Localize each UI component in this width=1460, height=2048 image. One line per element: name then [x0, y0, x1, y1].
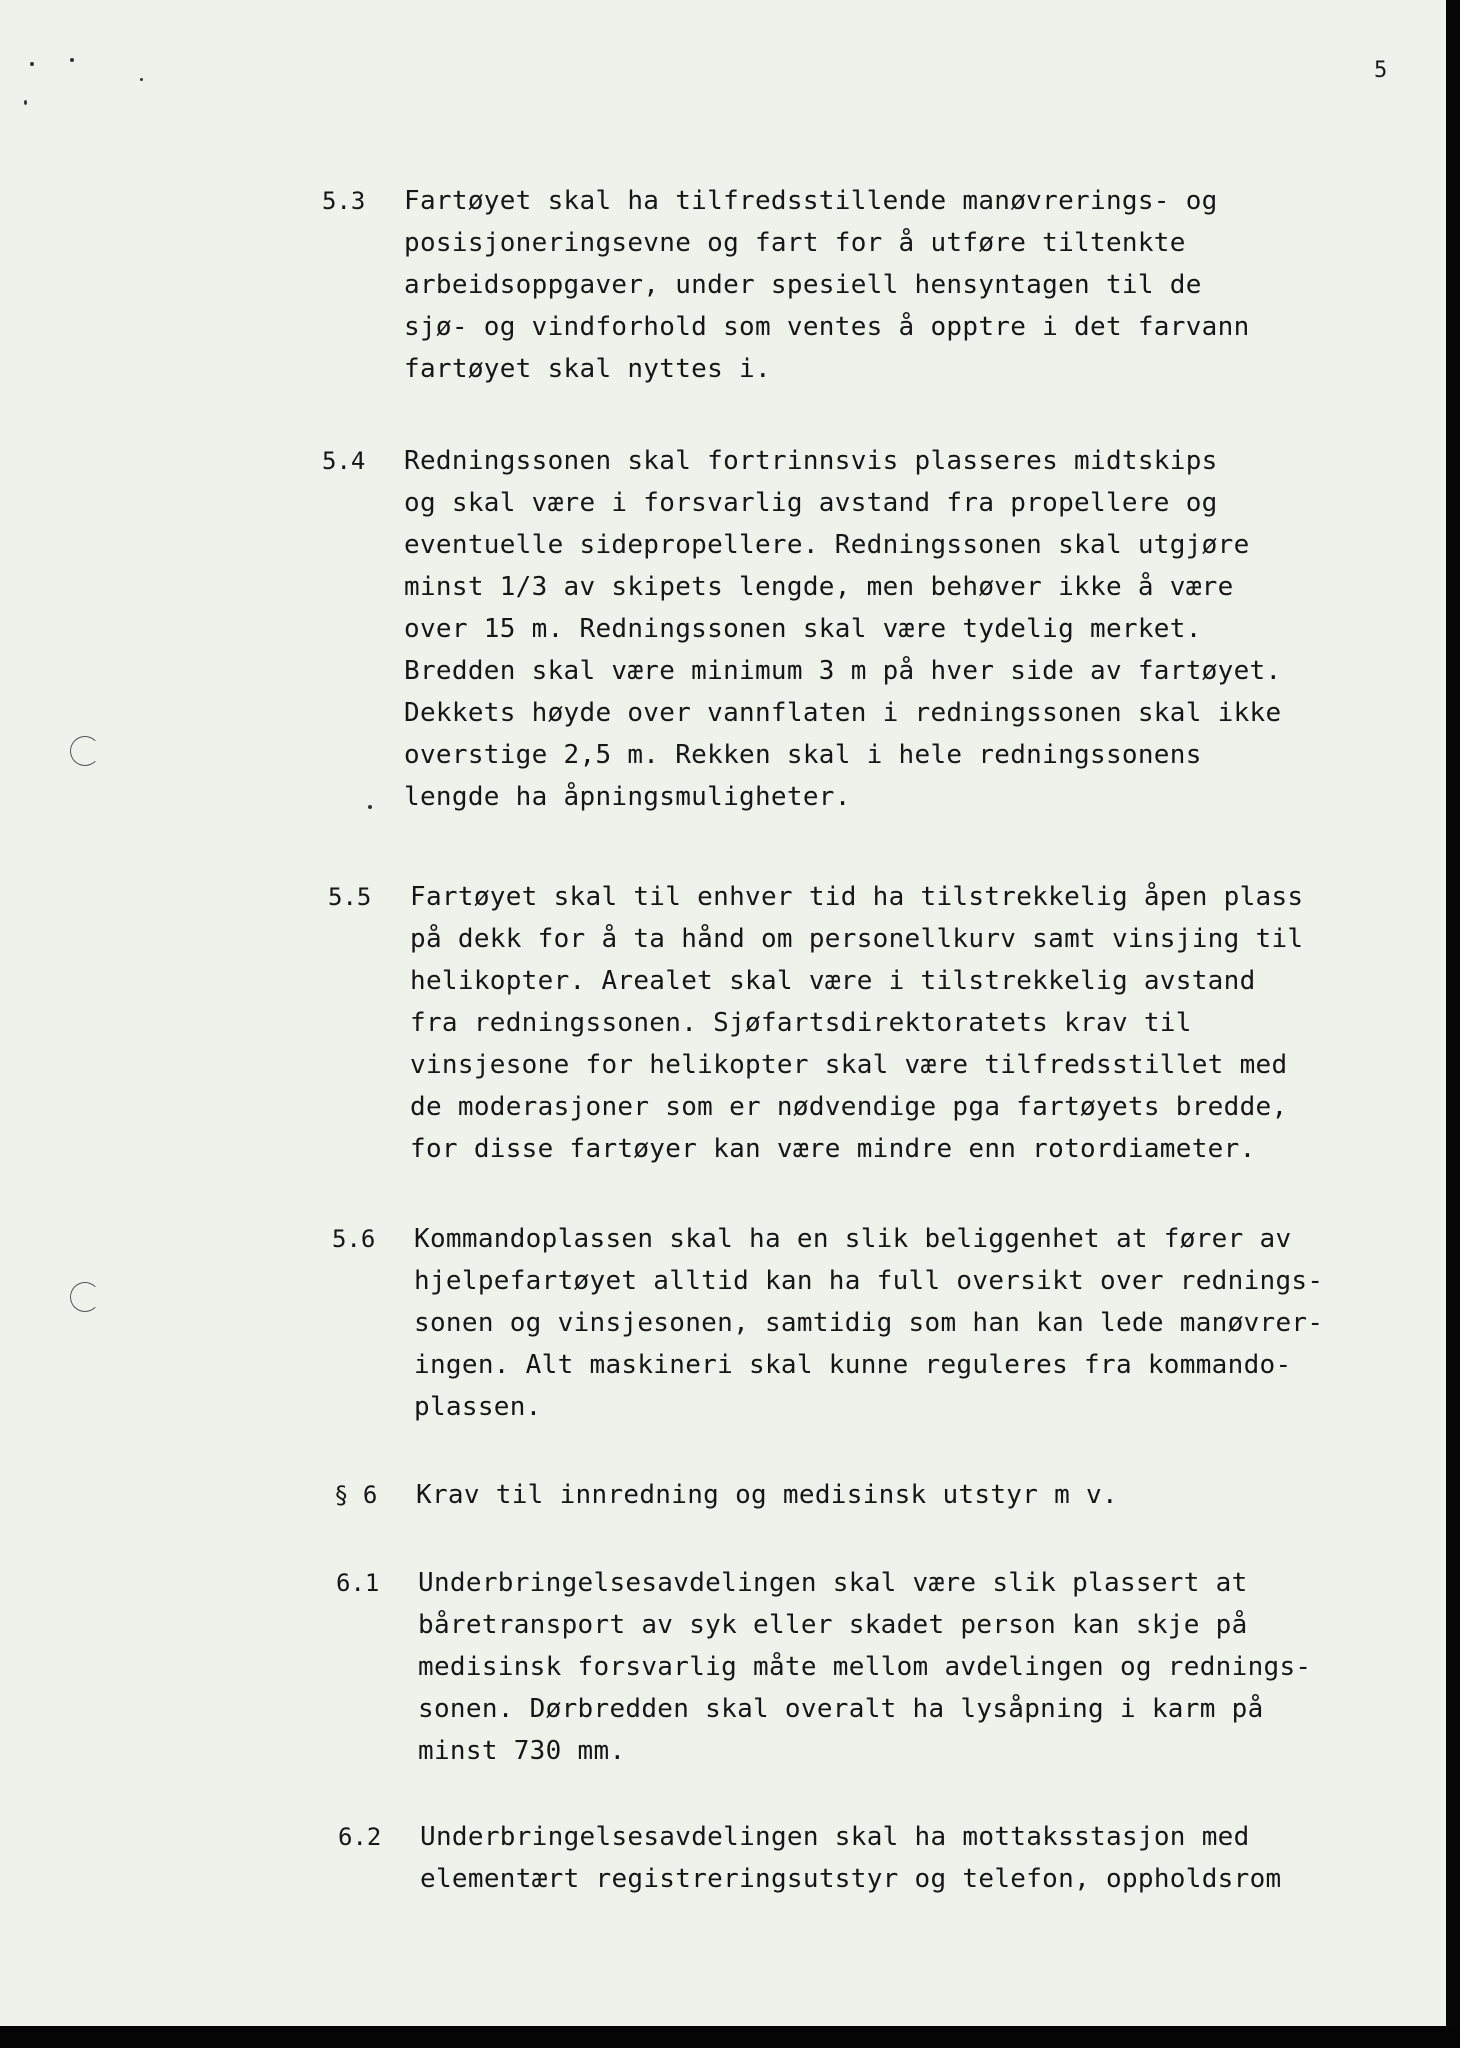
text-line: Underbringelsesavdelingen skal ha mottaksstasjon med: [420, 1822, 1250, 1852]
text-line: helikopter. Arealet skal være i tilstrekkelig avstand: [410, 966, 1256, 996]
text-line: medisinsk forsvarlig måte mellom avdelingen og rednings-: [418, 1652, 1312, 1682]
text-line: Underbringelsesavdelingen skal være slik plassert at: [418, 1568, 1248, 1598]
text-line: båretransport av syk eller skadet person kan skje på: [418, 1610, 1248, 1640]
section-text: [404, 440, 1384, 818]
punch-hole-mark: [70, 736, 100, 766]
text-line: på dekk for å ta hånd om personellkurv samt vinsjing til: [410, 924, 1304, 954]
text-line: minst 730 mm.: [418, 1736, 626, 1766]
section-text: [410, 876, 1390, 1170]
scan-speck: [368, 805, 372, 809]
text-line: ingen. Alt maskineri skal kunne reguleres fra kommando-: [414, 1350, 1292, 1380]
section-heading-text: [416, 1474, 1396, 1516]
section-number: 6.1: [336, 1569, 380, 1597]
text-line: posisjoneringsevne og fart for å utføre tiltenkte: [404, 228, 1186, 258]
text-line: eventuelle sidepropellere. Redningssonen skal utgjøre: [404, 530, 1250, 560]
text-line: Bredden skal være minimum 3 m på hver side av fartøyet.: [404, 656, 1282, 686]
section-text: [404, 180, 1384, 390]
text-line: fra redningssonen. Sjøfartsdirektoratets krav til: [410, 1008, 1192, 1038]
section-number: 5.3: [322, 187, 366, 215]
text-line: de moderasjoner som er nødvendige pga fartøyets bredde,: [410, 1092, 1288, 1122]
section-text: [420, 1816, 1400, 1900]
scan-speck: [24, 100, 27, 105]
page-number: 5: [1374, 58, 1388, 83]
text-line: arbeidsoppgaver, under spesiell hensyntagen til de: [404, 270, 1202, 300]
text-line: for disse fartøyer kan være mindre enn rotordiameter.: [410, 1134, 1256, 1164]
text-line: sjø- og vindforhold som ventes å opptre i det farvann: [404, 312, 1250, 342]
text-line: minst 1/3 av skipets lengde, men behøver ikke å være: [404, 572, 1234, 602]
text-line: over 15 m. Redningssonen skal være tydelig merket.: [404, 614, 1202, 644]
text-line: Dekkets høyde over vannflaten i redningssonen skal ikke: [404, 698, 1282, 728]
text-line: Fartøyet skal ha tilfredsstillende manøvrerings- og: [404, 186, 1218, 216]
scan-speck: [70, 58, 74, 62]
punch-hole-mark: [70, 1282, 100, 1312]
text-line: hjelpefartøyet alltid kan ha full oversikt over rednings-: [414, 1266, 1324, 1296]
section-number: 6.2: [338, 1823, 382, 1851]
text-line: vinsjesone for helikopter skal være tilfredsstillet med: [410, 1050, 1288, 1080]
text-line: Krav til innredning og medisinsk utstyr m v.: [416, 1480, 1118, 1510]
text-line: plassen.: [414, 1392, 542, 1422]
text-line: fartøyet skal nyttes i.: [404, 354, 771, 384]
text-line: Fartøyet skal til enhver tid ha tilstrekkelig åpen plass: [410, 882, 1304, 912]
text-line: overstige 2,5 m. Rekken skal i hele redningssonens: [404, 740, 1202, 770]
text-line: lengde ha åpningsmuligheter.: [404, 782, 851, 812]
scan-speck: [140, 78, 143, 81]
section-number: 5.6: [332, 1225, 376, 1253]
scan-border-right: [1446, 0, 1460, 2048]
section-text: [414, 1218, 1394, 1428]
section-text: [418, 1562, 1398, 1772]
text-line: Kommandoplassen skal ha en slik beliggenhet at fører av: [414, 1224, 1292, 1254]
scan-speck: [30, 62, 34, 66]
text-line: elementært registreringsutstyr og telefon, oppholdsrom: [420, 1864, 1282, 1894]
section-number: 5.5: [328, 883, 372, 911]
section-number: § 6: [334, 1481, 378, 1509]
text-line: og skal være i forsvarlig avstand fra propellere og: [404, 488, 1218, 518]
text-line: sonen og vinsjesonen, samtidig som han kan lede manøvrer-: [414, 1308, 1324, 1338]
scan-border-bottom: [0, 2026, 1460, 2048]
text-line: sonen. Dørbredden skal overalt ha lysåpning i karm på: [418, 1694, 1264, 1724]
section-number: 5.4: [322, 447, 366, 475]
text-line: Redningssonen skal fortrinnsvis plasseres midtskips: [404, 446, 1218, 476]
